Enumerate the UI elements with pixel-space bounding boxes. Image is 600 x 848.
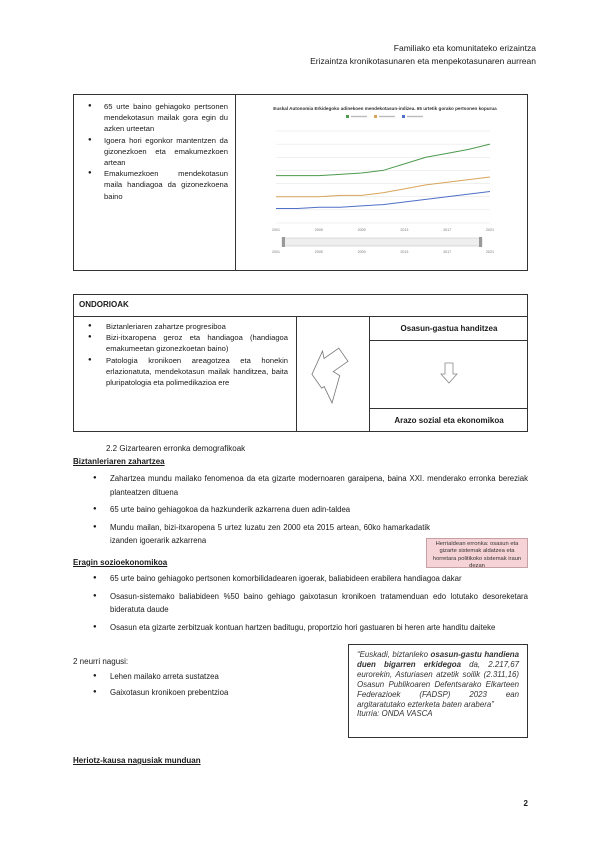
- conclusions-arrow-cell: [297, 317, 370, 432]
- range-slider-left-handle[interactable]: [282, 237, 285, 247]
- list-item: ● 65 urte baino gehiagokoa da hazkunderik azkarrena duen adin-taldea: [90, 503, 528, 517]
- section-title: 2.2 Gizartearen erronka demografikoak: [106, 444, 246, 453]
- list-item: ● 65 urte baino gehiagoko pertsonen komorbilidadearen igoerak, baliabideen erabilera handiagoa dakar: [90, 572, 528, 586]
- x-tick-label: 2005: [314, 228, 323, 232]
- list-item: ● Osasun-sistemako baliabideen %50 baino gehiago gaixotasun kronikoen tratamenduan edo lotutako desoreketara bideratuta daude: [90, 590, 528, 617]
- list-item: ● 65 urte baino gehiagoko pertsonen mendekotasun mailak gora egin du azken urteetan: [86, 101, 228, 135]
- socioeconomic-list: [90, 572, 528, 638]
- death-causes-heading: Heriotz-kausa nagusiak munduan: [73, 756, 201, 765]
- range-slider-right-handle[interactable]: [479, 237, 482, 247]
- legend-label-3: [407, 116, 423, 117]
- list-item: ● Osasun eta gizarte zerbitzuak kontuan hartzen baditugu, proportzio hori gastuaren bi heren arte handitu daiteke: [90, 621, 528, 635]
- quote-box: [348, 644, 528, 738]
- x-tick-label: 2009: [357, 228, 366, 232]
- list-item: ● Lehen mailako arreta sustatzea: [90, 670, 330, 684]
- result-health-spending: Osasun-gastua handitzea: [370, 317, 528, 341]
- legend-swatch-2: [374, 115, 377, 118]
- slider-tick-label: 2013: [400, 250, 409, 254]
- chart-title: Euskal Autonomia Erkidegoko adinekoen mendekotasun-indizea. 65 urtetik gorako pertsonen kopurua: [273, 106, 497, 111]
- legend-swatch-3: [402, 115, 405, 118]
- conclusions-title: ONDORIOAK: [74, 295, 527, 317]
- x-tick-label: 2017: [443, 228, 452, 232]
- slider-tick-label: 2005: [314, 250, 323, 254]
- quote-text-rest: da, 2.217,67 eurorekin, Asturiasen atzetik soilik (2.311,16) Osasun Publikoaren Defentsarako Elkarteen Federazioek (FADSP) 2023 ean argitaratutako ezterketa baten arabera”: [357, 659, 519, 709]
- slider-tick-label: 2001: [272, 250, 280, 254]
- list-item: ● Emakumezkoen mendekotasun maila handiagoa da gizonezkoena baino: [86, 168, 228, 202]
- diagonal-arrow-icon: [297, 317, 370, 432]
- levels-heading: 2 neurri nagusi:: [73, 657, 129, 666]
- slider-tick-label: 2009: [357, 250, 366, 254]
- quote-text-open: “Euskadi, biztanleko: [357, 650, 431, 659]
- dependency-box: [73, 94, 528, 271]
- x-tick-label: 2013: [400, 228, 409, 232]
- conclusions-table: [73, 294, 528, 432]
- x-tick-label: 2001: [272, 228, 280, 232]
- range-slider-track[interactable]: [282, 238, 482, 246]
- result-social-problem: Arazo sozial eta ekonomikoa: [370, 408, 528, 432]
- list-item: ● Gaixotasun kronikoen prebentzioa: [90, 686, 330, 700]
- list-item: ● Patologia kronikoen areagotzea eta honekin erlazionatuta, mendekotasun mailak handitzea, baita pluripatologia eta polimedikazioa ere: [84, 355, 288, 389]
- header-subtitle: Erizaintza kronikotasunaren eta menpekotasunaren aurrean: [310, 56, 536, 66]
- socioeconomic-heading: Eragin sozioekonomikoa: [73, 558, 168, 567]
- list-item: ● Igoera hori egonkor mantentzen da gizonezkoen eta emakumezkoen artean: [86, 135, 228, 169]
- dependency-list: [86, 101, 228, 202]
- dependency-chart: [254, 103, 516, 265]
- conclusions-results: [370, 317, 528, 432]
- levels-list: [90, 670, 330, 703]
- legend-label-1: [351, 116, 367, 117]
- list-item: ● Bizi-itxaropena geroz eta handiagoa (handiagoa emakumeetan gizonezkoetan baino): [84, 332, 288, 354]
- side-note: Herrialdean erronka: osasun eta gizarte sistemak aldatzea eta horretara politikoko sistemak iraun dezan: [426, 538, 528, 568]
- slider-tick-label: 2021: [486, 250, 494, 254]
- conclusions-causes: [74, 317, 297, 432]
- aging-heading: Biztanleriaren zahartzea: [73, 457, 165, 466]
- list-item: ● Biztanleriaren zahartze progresiboa: [84, 321, 288, 332]
- x-tick-label: 2021: [486, 228, 494, 232]
- down-arrow-icon: [440, 362, 458, 384]
- list-item: ● Mundu mailan, bizi-itxaropena 5 urtez luzatu zen 2000 eta 2015 artean, 60ko hamarkadatik izanden igoerarik azkarrena: [90, 521, 430, 548]
- header-title: Familiako eta komunitateko erizaintza: [393, 43, 536, 53]
- page-number: 2: [523, 799, 528, 808]
- conclusions-list: [74, 317, 296, 388]
- quote-source: Iturria: ONDA VASCA: [357, 709, 433, 719]
- quote-text-bold: osasun-gastu handiena duen bigarren erkidegoa: [357, 650, 519, 669]
- legend-swatch-1: [346, 115, 349, 118]
- box-divider: [235, 95, 236, 270]
- slider-tick-label: 2017: [443, 250, 452, 254]
- legend-label-2: [379, 116, 395, 117]
- list-item: ● Zahartzea mundu mailako fenomenoa da eta gizarte modernoaren garaipena, baina XXI. menderako erronka bereziak planteatzen dituena: [90, 472, 528, 499]
